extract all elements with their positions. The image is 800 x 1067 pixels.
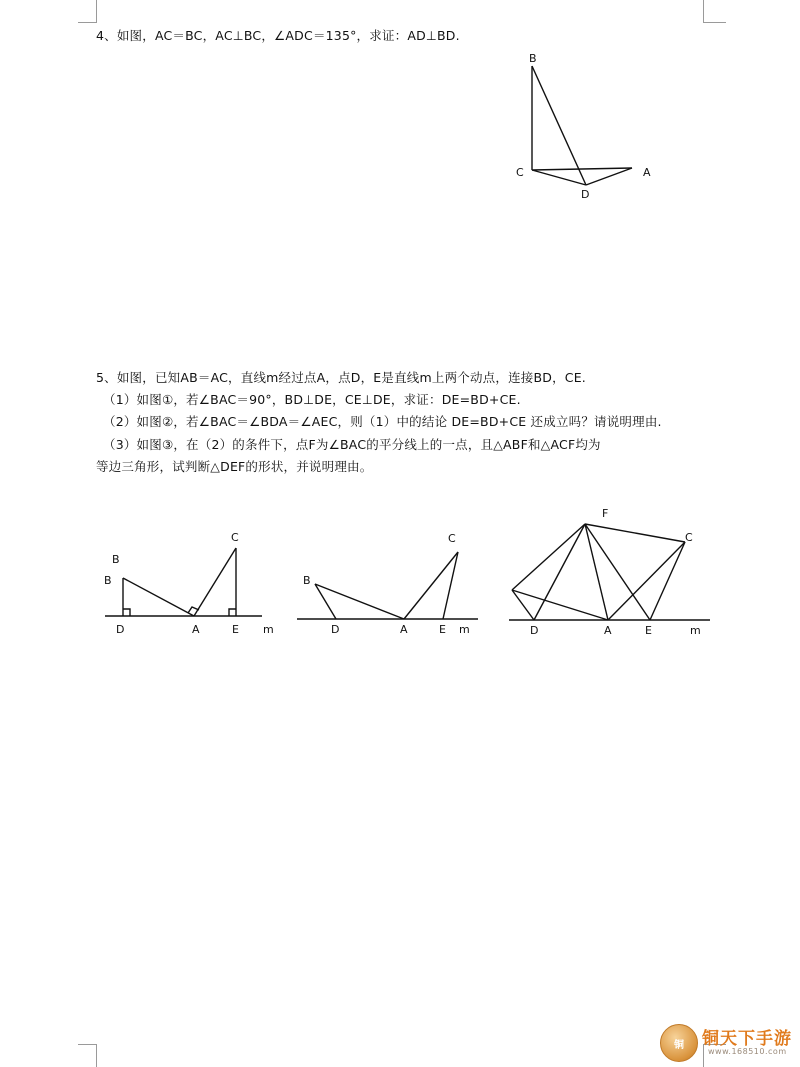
label-m-fig2: m: [459, 623, 470, 636]
label-b-fig2: B: [303, 574, 311, 587]
segment-ce-fig3: [650, 542, 685, 620]
label-e-fig2: E: [439, 623, 446, 636]
segment-bd-fig2: [315, 584, 336, 619]
label-f-fig3: F: [602, 507, 609, 520]
segment-fa-fig3: [585, 524, 608, 620]
label-e-fig3: E: [645, 624, 652, 637]
label-m-fig3: m: [690, 624, 701, 637]
label-d: D: [581, 188, 590, 201]
question-5-part-3-line-1: （3）如图③，在（2）的条件下，点F为∠BAC的平分线上的一点，且△ABF和△ACF均为: [103, 437, 601, 452]
segment-bd-fig3: [512, 590, 534, 620]
segment-ac-fig1: [194, 548, 236, 616]
label-c: C: [516, 166, 524, 179]
label-a: A: [643, 166, 651, 179]
question-5-stem: 5、如图，已知AB＝AC，直线m经过点A，点D，E是直线m上两个动点，连接BD，CE.: [96, 370, 586, 385]
watermark-logo: [660, 1022, 796, 1062]
label-c-fig3: C: [685, 531, 693, 544]
label-a-fig3: A: [604, 624, 612, 637]
label-a-fig1: A: [192, 623, 200, 636]
figure-2: [297, 532, 478, 636]
label-b-fig1: B: [104, 574, 112, 587]
question-5-part-1: （1）如图①，若∠BAC＝90°，BD⊥DE，CE⊥DE，求证：DE=BD+CE.: [103, 392, 521, 407]
label-b-top-fig1: B: [112, 553, 120, 566]
label-m-fig1: m: [263, 623, 274, 636]
right-angle-a-fig1: [188, 607, 199, 613]
coin-icon: 铜: [660, 1024, 698, 1062]
label-d-fig2: D: [331, 623, 340, 636]
segment-fe-fig3: [585, 524, 650, 620]
segment-ba-fig3: [512, 590, 608, 620]
figure-1: [104, 531, 274, 636]
segment-bf-fig3: [512, 524, 585, 590]
label-d-fig3: D: [530, 624, 539, 637]
label-c-fig1: C: [231, 531, 239, 544]
segment-fd-fig3: [534, 524, 585, 620]
question-5-part-2: （2）如图②，若∠BAC＝∠BDA＝∠AEC，则（1）中的结论 DE=BD+CE 还成立吗？请说明理由.: [103, 414, 662, 429]
label-d-fig1: D: [116, 623, 125, 636]
right-angle-e-fig1: [229, 609, 236, 616]
segment-ba-fig1: [123, 578, 194, 616]
label-b: B: [529, 52, 537, 65]
segment-ba-fig2: [315, 584, 404, 619]
label-c-fig2: C: [448, 532, 456, 545]
watermark-name: 铜天下手游: [702, 1029, 792, 1049]
figure-3: [509, 507, 710, 637]
question-4-text: 4、如图，AC＝BC，AC⊥BC，∠ADC＝135°，求证：AD⊥BD.: [96, 28, 460, 43]
label-a-fig2: A: [400, 623, 408, 636]
segment-ac-fig3: [608, 542, 685, 620]
watermark-url: www.168510.com: [708, 1047, 787, 1056]
question-5-part-3-line-2: 等边三角形，试判断△DEF的形状，并说明理由。: [96, 459, 373, 474]
right-angle-d-fig1: [123, 609, 130, 616]
segment-fc-fig3: [585, 524, 685, 542]
label-e-fig1: E: [232, 623, 239, 636]
